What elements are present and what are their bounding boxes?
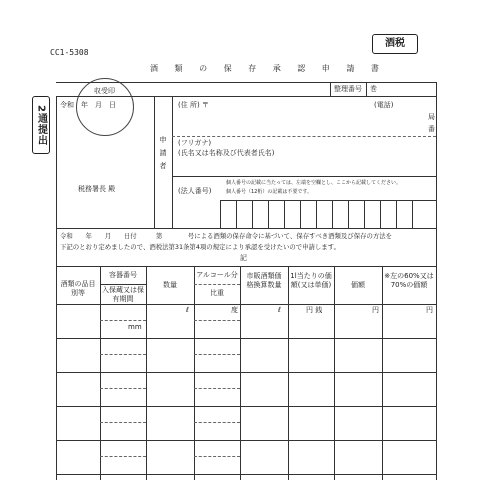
reg-no-label: 整理番号	[334, 85, 362, 93]
form-title: 酒 類 の 保 存 承 認 申 請 書	[150, 64, 386, 73]
submit-count-tag: 2通提出	[32, 96, 50, 154]
header-alcohol: アルコール分	[196, 271, 238, 279]
office-char-2: 番	[428, 125, 435, 133]
date-line: 令和 年 月 日	[60, 101, 116, 109]
header-amount: 価額	[351, 281, 365, 289]
corp-note-1: 個人番号の記載に当たっては、左端を空欄とし、ここから記載してください。	[226, 180, 402, 186]
applicant-label: 申請者	[159, 136, 167, 175]
unit-quantity: ℓ	[186, 306, 189, 314]
address-label: (住 所) 〒	[178, 101, 209, 109]
volume-label: 巻	[370, 85, 377, 93]
header-price-per-l: 1l当たりの価額(又は単価)	[290, 272, 332, 289]
name-label: (氏名又は名称及び代表者氏名)	[178, 149, 275, 157]
header-container-no: 容器番号	[109, 271, 137, 279]
unit-ratio: 円	[426, 306, 433, 314]
unit-alcohol: 度	[231, 306, 238, 314]
tax-office-label: 税務署長 殿	[78, 185, 116, 193]
furigana-label: (フリガナ)	[178, 139, 212, 147]
phone-label: (電話)	[374, 101, 394, 109]
header-category: 酒類の品目別等	[60, 280, 96, 297]
form-code: CC1-5308	[50, 48, 89, 57]
tax-type-badge: 酒税	[372, 34, 418, 54]
unit-amount: 円	[372, 306, 379, 314]
receipt-stamp-label: 収受印	[94, 87, 115, 95]
body-line-1: 令和 年 月 日付 第 号による酒類の保存命令に基づいて、保存すべき酒類及び保存の方法を	[60, 232, 393, 240]
unit-mm: mm	[128, 323, 142, 331]
unit-price-per-l: 円 銭	[306, 306, 323, 314]
header-ratio-note: ※左の60%又は70%の価額	[384, 272, 434, 289]
corp-note-2: 個人番号（12桁）の記載は不要です。	[226, 189, 312, 195]
header-storage: 入保蔵又は保有期間	[102, 286, 144, 303]
header-gravity: 比重	[210, 289, 224, 297]
office-char-1: 局	[428, 113, 435, 121]
body-line-2: 下記のとおり定めましたので、酒税法第31条第4項の規定により承認を受けたいので申請します。	[60, 243, 340, 251]
ki-label: 記	[240, 254, 247, 262]
header-quantity: 数量	[163, 281, 177, 289]
header-market-price: 市販酒類価格換算数量	[246, 272, 282, 289]
unit-market: ℓ	[278, 306, 281, 314]
corp-no-label: (法人番号)	[178, 187, 212, 195]
